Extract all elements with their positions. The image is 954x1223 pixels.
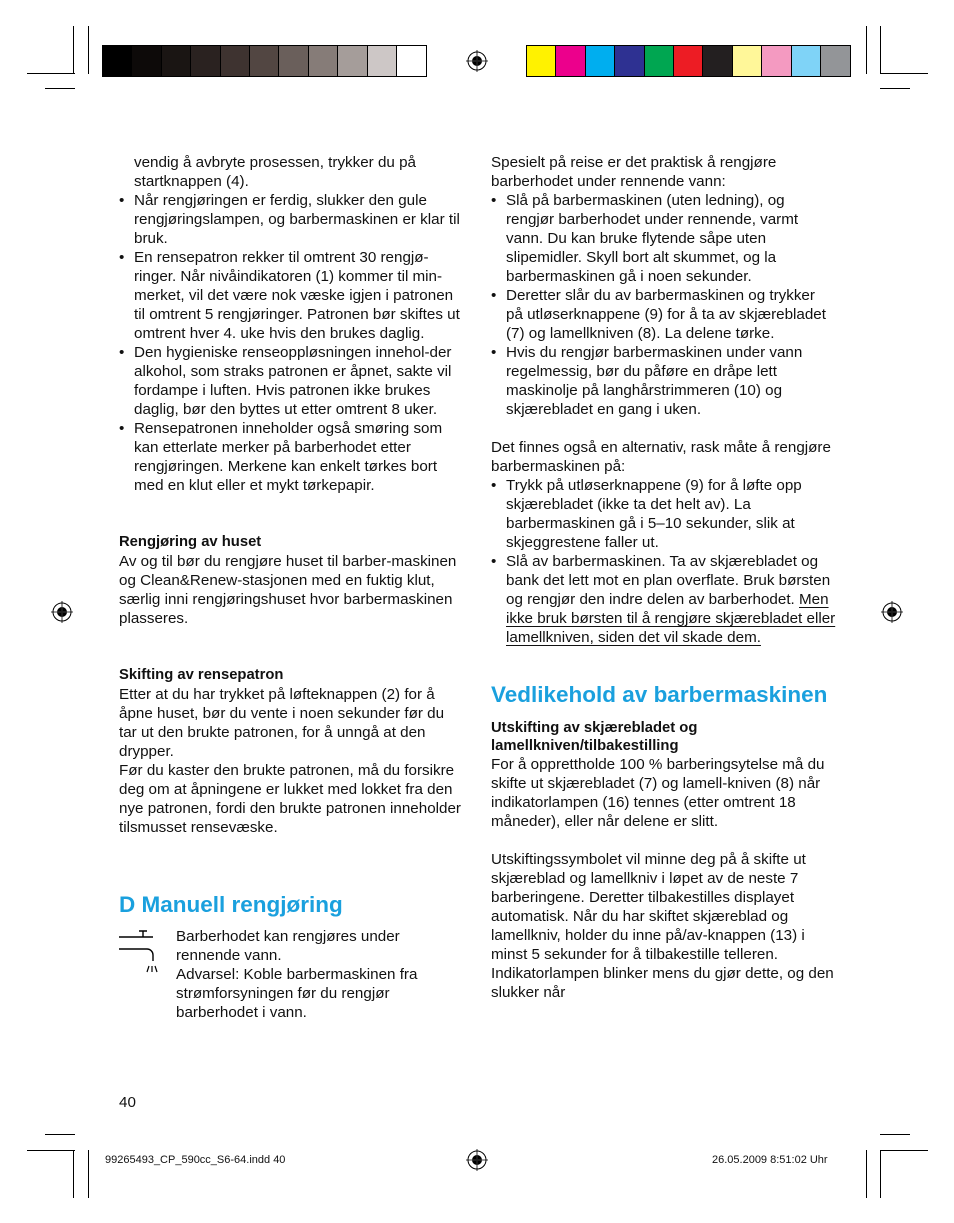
bullet-text: Slå av barbermaskinen. Ta av skjærebladet og bank det lett mot en plan overflate. Bruk børsten og rengjør den indre delen av barberhodet. bbox=[506, 553, 831, 608]
paragraph: Av og til bør du rengjøre huset til barber-maskinen og Clean&Renew-stasjonen med en fuktig klut, særlig inni rengjøringshuset hvor barbermaskinen plasseres. bbox=[119, 553, 457, 627]
paragraph: Det finnes også en alternativ, rask måte å rengjøre barbermaskinen på: bbox=[491, 439, 831, 475]
tap-water-icon bbox=[117, 929, 167, 975]
bullet-item: • Når rengjøringen er ferdig, slukker den gule rengjøringslampen, og barbermaskinen er klar til bruk. bbox=[119, 191, 464, 248]
page-number: 40 bbox=[119, 1094, 136, 1111]
color-swatch bbox=[792, 46, 821, 76]
color-swatch bbox=[733, 46, 762, 76]
registration-mark-icon bbox=[466, 50, 488, 72]
color-swatch bbox=[103, 46, 132, 76]
color-swatch bbox=[527, 46, 556, 76]
grayscale-color-bar bbox=[102, 45, 427, 77]
subsection-heading-utskifting: Utskifting av skjærebladet og lamellkniven/tilbakestilling bbox=[491, 720, 698, 754]
color-swatch bbox=[368, 46, 397, 76]
section-heading-rensepatron: Skifting av rensepatron bbox=[119, 667, 284, 683]
color-swatch bbox=[397, 46, 426, 76]
color-swatch bbox=[762, 46, 791, 76]
crop-mark bbox=[88, 1150, 89, 1198]
paragraph: Advarsel: Koble barbermaskinen fra strømforsyningen før du rengjør barberhodet i vann. bbox=[176, 966, 418, 1021]
cmyk-color-bar bbox=[526, 45, 851, 77]
paragraph: Barberhodet kan rengjøres under rennende vann. bbox=[176, 928, 400, 964]
crop-mark bbox=[880, 26, 881, 74]
paragraph: For å opprettholde 100 % barberingsytelse må du skifte ut skjærebladet (7) og lamell-kniven (8) når indikatorlampen (16) tennes (etter omtrent 18 måneder), eller når delene er slitt. bbox=[491, 756, 825, 830]
crop-mark bbox=[27, 1150, 75, 1151]
crop-mark bbox=[880, 73, 928, 74]
crop-mark bbox=[45, 88, 75, 89]
color-swatch bbox=[221, 46, 250, 76]
bullet-item: • Trykk på utløserknappene (9) for å løfte opp skjærebladet (ikke ta det helt av). La barbermaskinen gå i 5–10 sekunder, slik at skjeggrestene faller ut. bbox=[491, 476, 836, 552]
color-swatch bbox=[615, 46, 644, 76]
color-swatch bbox=[674, 46, 703, 76]
warning-text: Men ikke bruk børsten til å rengjøre skjærebladet eller lamellkniven, siden det vil skade dem. bbox=[506, 591, 836, 646]
footer-timestamp: 26.05.2009 8:51:02 Uhr bbox=[712, 1154, 828, 1166]
registration-mark-icon bbox=[466, 1149, 488, 1171]
registration-mark-icon bbox=[51, 601, 73, 623]
bullet-item: • En rensepatron rekker til omtrent 30 rengjø-ringer. Når nivåindikatoren (1) kommer til min-merket, vil det være nok væske igjen i patronen til omtrent 5 rengjøringer. Patronen bør skiftes ut omtrent hver 4. uke hvis den brukes daglig. bbox=[119, 248, 464, 343]
right-column bbox=[491, 153, 836, 1002]
bullet-item: • Hvis du rengjør barbermaskinen under vann regelmessig, bør du påføre en dråpe lett maskinolje på langhårstrimmeren (10) og skjærebladet en gang i uken. bbox=[491, 343, 836, 419]
bullet-item: • Rensepatronen inneholder også smøring som kan etterlate merker på barberhodet etter rengjøringen. Merkene kan enkelt tørkes bort med en klut eller et mykt tørkepapir. bbox=[119, 419, 464, 495]
paragraph: Spesielt på reise er det praktisk å rengjøre barberhodet under rennende vann: bbox=[491, 154, 777, 190]
bullet-item bbox=[491, 552, 836, 647]
color-swatch bbox=[132, 46, 161, 76]
color-swatch bbox=[279, 46, 308, 76]
crop-mark bbox=[866, 26, 867, 74]
section-heading-huset: Rengjøring av huset bbox=[119, 534, 262, 550]
color-swatch bbox=[703, 46, 732, 76]
color-swatch bbox=[556, 46, 585, 76]
color-swatch bbox=[338, 46, 367, 76]
section-heading-manuell: D Manuell rengjøring bbox=[119, 892, 343, 917]
crop-mark bbox=[45, 1134, 75, 1135]
crop-mark bbox=[27, 73, 75, 74]
crop-mark bbox=[880, 88, 910, 89]
color-swatch bbox=[821, 46, 850, 76]
color-swatch bbox=[250, 46, 279, 76]
crop-mark bbox=[73, 26, 74, 74]
crop-mark bbox=[880, 1134, 910, 1135]
color-swatch bbox=[645, 46, 674, 76]
footer-filename: 99265493_CP_590cc_S6-64.indd 40 bbox=[105, 1154, 286, 1166]
crop-mark bbox=[880, 1150, 881, 1198]
paragraph: Før du kaster den brukte patronen, må du forsikre deg om at åpningene er lukket med lokket fra den nye patronen, fordi den brukte patronen inneholder tilsmusset rensevæske. bbox=[119, 762, 461, 836]
crop-mark bbox=[73, 1150, 74, 1198]
color-swatch bbox=[586, 46, 615, 76]
bullet-item: • Slå på barbermaskinen (uten ledning), og rengjør barberhodet under rennende, varmt vann. Du kan bruke flytende såpe uten slipemidler. Skyll bort alt skummet, og la barbermaskinen gå i noen sekunder. bbox=[491, 191, 836, 286]
crop-mark bbox=[880, 1150, 928, 1151]
crop-mark bbox=[866, 1150, 867, 1198]
paragraph: vendig å avbryte prosessen, trykker du på startknappen (4). bbox=[134, 154, 416, 190]
registration-mark-icon bbox=[881, 601, 903, 623]
color-swatch bbox=[309, 46, 338, 76]
bullet-item: • Deretter slår du av barbermaskinen og trykker på utløserknappene (9) for å ta av skjærebladet (7) og lamellkniven (8). La delene tørke. bbox=[491, 286, 836, 343]
section-heading-vedlikehold: Vedlikehold av barbermaskinen bbox=[491, 682, 828, 707]
bullet-item: • Den hygieniske renseoppløsningen innehol-der alkohol, som straks patronen er åpnet, sakte vil fordampe i luften. Hvis patronen ikke brukes daglig, bør den byttes ut etter omtrent 8 uker. bbox=[119, 343, 464, 419]
left-column bbox=[119, 153, 464, 1022]
color-swatch bbox=[162, 46, 191, 76]
crop-mark bbox=[88, 26, 89, 74]
paragraph: Etter at du har trykket på løfteknappen (2) for å åpne huset, bør du vente i noen sekunder før du tar ut den brukte patronen, for å unngå at den drypper. bbox=[119, 686, 445, 760]
paragraph: Utskiftingssymbolet vil minne deg på å skifte ut skjæreblad og lamellkniv i løpet av de neste 7 barberingene. Deretter tilbakestilles displayet automatisk. Når du har skiftet skjæreblad og lamellkniv, holder du inne på/av-knappen (13) i minst 5 sekunder for å tilbakestille telleren. Indikatorlampen blinker mens du gjør dette, og den slukker når bbox=[491, 851, 834, 1001]
color-swatch bbox=[191, 46, 220, 76]
